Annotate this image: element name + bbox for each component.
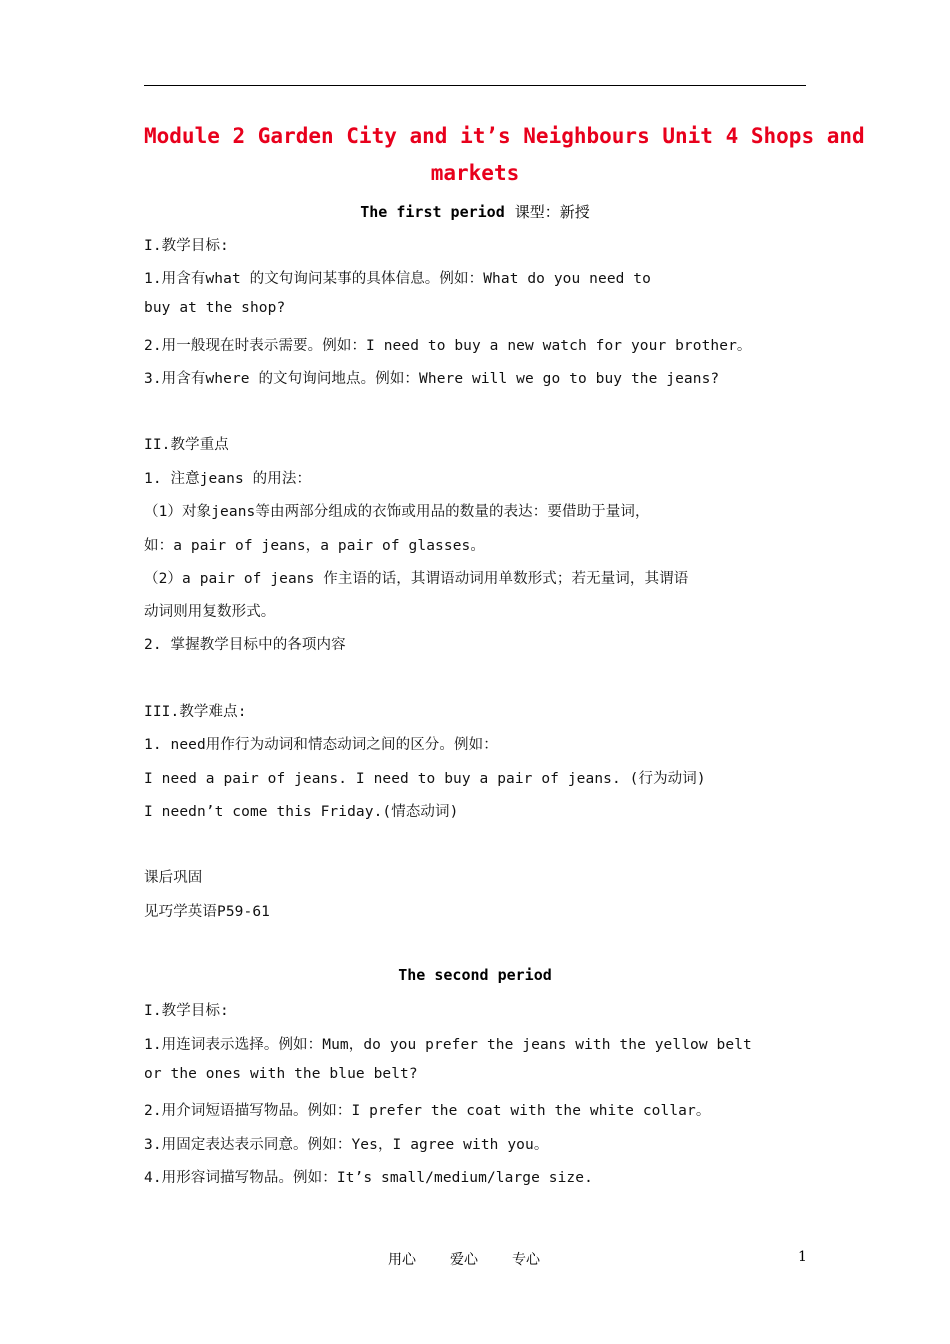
period-1-heading bbox=[144, 201, 806, 222]
p1-line: 2. 掌握教学目标中的各项内容 bbox=[144, 637, 346, 653]
document-title-line-2: markets bbox=[430, 161, 520, 185]
p1-line: 3.用含有where 的文句询问地点。例如：Where will we go to buy the jeans? bbox=[144, 371, 720, 387]
lesson-type: 课型：新授 bbox=[514, 203, 590, 221]
p1-line: 1.用含有what 的文句询问某事的具体信息。例如：What do you need to bbox=[144, 271, 651, 287]
p1-line: 1. 注意jeans 的用法： bbox=[144, 471, 312, 487]
footer-item: 爱心 bbox=[450, 1252, 478, 1268]
p1-line: 1. need用作行为动词和情态动词之间的区分。例如： bbox=[144, 737, 498, 753]
p1-line: I need a pair of jeans. I need to buy a pair of jeans. (行为动词) bbox=[144, 771, 706, 787]
p2-line: or the ones with the blue belt? bbox=[144, 1066, 418, 1082]
p1-line: 2.用一般现在时表示需要。例如：I need to buy a new watch for your brother。 bbox=[144, 338, 752, 354]
p2-line: 3.用固定表达表示同意。例如：Yes，I agree with you。 bbox=[144, 1137, 549, 1153]
p1-line: III.教学难点: bbox=[144, 704, 247, 720]
period-2-heading: The second period bbox=[398, 966, 552, 984]
p2-line: 4.用形容词描写物品。例如：It’s small/medium/large size. bbox=[144, 1170, 593, 1186]
p2-line: 2.用介词短语描写物品。例如：I prefer the coat with the white collar。 bbox=[144, 1103, 711, 1119]
p1-line: （2）a pair of jeans 作主语的话，其谓语动词用单数形式；若无量词，其谓语 bbox=[144, 571, 689, 587]
p2-line: I.教学目标: bbox=[144, 1003, 229, 1019]
page-footer bbox=[388, 1249, 574, 1269]
header-rule bbox=[144, 85, 806, 86]
p2-line: 1.用连词表示选择。例如：Mum，do you prefer the jeans with the yellow belt bbox=[144, 1037, 752, 1053]
page-number: 1 bbox=[798, 1249, 807, 1265]
footer-item: 用心 bbox=[388, 1252, 416, 1268]
p1-line: I.教学目标: bbox=[144, 238, 229, 254]
p1-line: I needn’t come this Friday.(情态动词) bbox=[144, 804, 459, 820]
p1-line: 动词则用复数形式。 bbox=[144, 604, 276, 620]
document-title-line-1: Module 2 Garden City and it’s Neighbours Unit 4 Shops and bbox=[144, 124, 865, 148]
p1-line: buy at the shop? bbox=[144, 300, 286, 316]
period-1-title: The first period bbox=[360, 203, 505, 221]
p1-line: II.教学重点 bbox=[144, 437, 229, 453]
p1-line: （1）对象jeans等由两部分组成的衣饰或用品的数量的表达：要借助于量词， bbox=[144, 504, 650, 520]
footer-item: 专心 bbox=[512, 1252, 540, 1268]
p1-line: 如：a pair of jeans，a pair of glasses。 bbox=[144, 538, 485, 554]
p1-line: 课后巩固 bbox=[144, 870, 203, 886]
p1-line: 见巧学英语P59-61 bbox=[144, 904, 270, 920]
